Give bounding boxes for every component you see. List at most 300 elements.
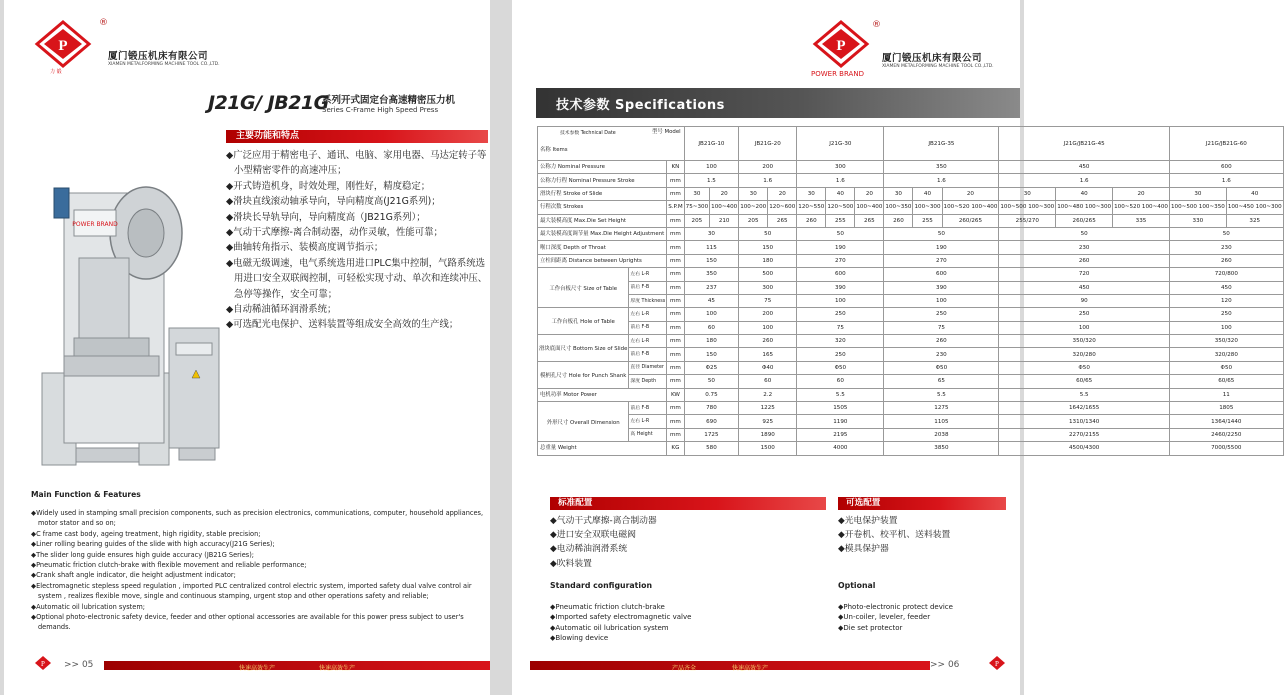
spec-row	[538, 227, 1284, 240]
spec-value: 150	[739, 241, 797, 254]
std-en-item: ◆Imported safety electromagnetic valve	[550, 613, 692, 622]
spec-value: 100~500 100~300	[999, 201, 1056, 214]
spec-group-label: 模柄孔尺寸 Hole for Punch Shank	[538, 361, 629, 388]
svg-text:P: P	[41, 660, 45, 668]
feature-cn-item: ◆广泛应用于精密电子、通讯、电脑、家用电器、马达定转子等小型精密零件的高速冲压；	[226, 150, 487, 177]
spec-value: 260	[739, 335, 797, 348]
spec-value: 100~500 100~350	[1169, 201, 1226, 214]
spec-value: 100	[684, 161, 739, 174]
spec-unit: mm	[667, 281, 684, 294]
spec-value: 270	[884, 254, 999, 267]
spec-value: 60/65	[1169, 375, 1283, 388]
spec-value: 100~520 100~400	[942, 201, 999, 214]
footer-logo-icon	[988, 655, 1006, 671]
spec-row	[538, 375, 1284, 388]
spec-row-label: 行程次数 Strokes	[538, 201, 667, 214]
spec-value: 20	[768, 187, 797, 200]
opt-en-item: ◆Photo-electronic protect device	[838, 603, 953, 611]
feature-en-item: ◆Pneumatic friction clutch-brake with flexible movement and reliable performance;	[31, 561, 307, 570]
footer-bar-right	[530, 661, 930, 670]
footer-logo-icon	[34, 655, 52, 671]
spec-value: 1.6	[999, 174, 1170, 187]
spec-value: 120~600	[768, 201, 797, 214]
spec-value: 1364/1440	[1169, 415, 1283, 428]
spec-unit: mm	[667, 415, 684, 428]
spec-value: 250	[797, 348, 884, 361]
spec-value: 115	[684, 241, 739, 254]
spec-value: 1.5	[684, 174, 739, 187]
spec-value: 2195	[797, 428, 884, 441]
spec-value: 350/320	[999, 335, 1170, 348]
standard-config-list-en	[550, 602, 691, 644]
features-list-en	[31, 508, 486, 633]
spec-row-label: 滑块行程 Stroke of Slide	[538, 187, 667, 200]
company-logo	[34, 20, 92, 72]
spec-sub-label: 左右 L-R	[629, 308, 667, 321]
company-name-cn: 厦门锻压机床有限公司	[882, 53, 983, 64]
spec-value: 350	[884, 161, 999, 174]
spec-group-label: 外形尺寸 Overall Dimension	[538, 402, 629, 442]
spec-value: 230	[884, 348, 999, 361]
spec-row	[538, 415, 1284, 428]
spec-value: 450	[999, 161, 1170, 174]
spec-value: 5.5	[797, 388, 884, 401]
spec-value: 230	[999, 241, 1170, 254]
spec-row	[538, 214, 1284, 227]
feature-cn-item: ◆滑块长导轨导向，导向精度高（JB21G系列）；	[226, 211, 426, 223]
spec-value: 2038	[884, 428, 999, 441]
standard-config-header-cn: 标准配置	[550, 497, 826, 510]
feature-en-item: ◆Widely used in stamping small precision components, such as precision electronics, communications, computer, household appliances, motor stator and so on;	[31, 509, 484, 528]
spec-value: 75	[739, 294, 797, 307]
spec-value: 120	[1169, 294, 1283, 307]
spec-value: 75~300	[684, 201, 709, 214]
spec-value: 5.5	[884, 388, 999, 401]
feature-en-item: ◆Optional photo-electronic safety device, feeder and other optional accessories are available for this power press subject to user's demands.	[31, 613, 464, 632]
feature-cn-item: ◆曲轴转角指示、装模高度调节指示；	[226, 242, 384, 254]
spec-group-label: 工作台板尺寸 Size of Table	[538, 268, 629, 308]
spec-value: 11	[1169, 388, 1283, 401]
spec-value: 265	[855, 214, 884, 227]
spec-value: 3850	[884, 442, 999, 455]
spec-value: Φ25	[684, 361, 739, 374]
spec-row	[538, 442, 1284, 455]
spec-value: 60/65	[999, 375, 1170, 388]
spec-value: 5.5	[999, 388, 1170, 401]
spec-sub-label: 前后 F-B	[629, 281, 667, 294]
spec-unit: KW	[667, 388, 684, 401]
corner-param: 技术参数 Technical Date	[560, 131, 616, 136]
spec-value: 205	[739, 214, 768, 227]
spec-value: 255/270	[999, 214, 1056, 227]
opt-cn-item: ◆模具保护器	[838, 544, 889, 555]
spec-unit: mm	[667, 375, 684, 388]
spec-value: 1310/1340	[999, 415, 1170, 428]
features-header-cn: 主要功能和特点	[226, 130, 488, 143]
std-cn-item: ◆气动干式摩擦-离合制动器	[550, 516, 657, 526]
brand-name: POWER BRAND	[811, 70, 864, 78]
spec-value: 450	[999, 281, 1170, 294]
spec-value: 210	[710, 214, 739, 227]
spec-row	[538, 321, 1284, 334]
spec-value: 270	[797, 254, 884, 267]
spec-value: 40	[1226, 187, 1283, 200]
spec-group-label: 滑块底面尺寸 Bottom Size of Slide	[538, 335, 629, 362]
model-title: J21G/ JB21G	[208, 92, 329, 114]
optional-config-header-cn: 可选配置	[838, 497, 1006, 510]
spec-value: 180	[684, 335, 739, 348]
spec-unit: KG	[667, 442, 684, 455]
features-list-cn	[226, 148, 488, 333]
spec-value: 1.6	[739, 174, 797, 187]
spec-row	[538, 361, 1284, 374]
spec-value: 100~400	[855, 201, 884, 214]
spec-value: 720	[999, 268, 1170, 281]
spec-value: 0.75	[684, 388, 739, 401]
spec-value: 100	[1169, 321, 1283, 334]
spec-unit: mm	[667, 268, 684, 281]
spec-value: 2270/2155	[999, 428, 1170, 441]
model-col: J21G/JB21G-60	[1169, 127, 1283, 161]
spec-value: 45	[684, 294, 739, 307]
spec-value: 65	[884, 375, 999, 388]
spec-value: 237	[684, 281, 739, 294]
spec-value: 265	[768, 214, 797, 227]
spec-value: 260	[797, 214, 826, 227]
spec-value: 300	[797, 161, 884, 174]
features-header-en: Main Function & Features	[31, 490, 141, 499]
feature-cn-item: ◆滑块直线滚动轴承导向，导向精度高(J21G系列)；	[226, 196, 441, 208]
opt-cn-item: ◆开卷机、校平机、送料装置	[838, 530, 951, 541]
spec-value: 230	[1169, 241, 1283, 254]
spec-value: 300	[739, 281, 797, 294]
spec-row	[538, 187, 1284, 200]
spec-value: 320/280	[999, 348, 1170, 361]
standard-config-header-en: Standard configuration	[550, 581, 652, 590]
company-name-en: XIAMEN METALFORMING MACHINE TOOL CO.,LTD.	[108, 62, 220, 67]
spec-value: 100~300	[913, 201, 942, 214]
spec-value: 1642/1655	[999, 402, 1170, 415]
spec-value: 100	[739, 321, 797, 334]
spec-unit: mm	[667, 361, 684, 374]
spec-row-label: 最大装模高度调节量 Max.Die Height Adjustment	[538, 227, 667, 240]
spec-row	[538, 241, 1284, 254]
spec-value: Φ50	[884, 361, 999, 374]
spec-value: 600	[797, 268, 884, 281]
spec-value: 50	[797, 227, 884, 240]
optional-config-header-en: Optional	[838, 581, 876, 590]
spec-sub-label: 前后 F-B	[629, 321, 667, 334]
spec-value: 20	[855, 187, 884, 200]
spec-value: 100	[797, 294, 884, 307]
spec-value: 1805	[1169, 402, 1283, 415]
spec-row	[538, 428, 1284, 441]
spec-value: 30	[999, 187, 1056, 200]
spec-sub-label: 前后 F-B	[629, 348, 667, 361]
spec-row	[538, 268, 1284, 281]
spec-value: 250	[797, 308, 884, 321]
spec-row-label: 电机功率 Motor Power	[538, 388, 667, 401]
feature-en-item: ◆C frame cast body, ageing treatment, high rigidity, stable precision;	[31, 529, 261, 538]
footer-caption-left-2: 快速高效生产	[319, 665, 356, 672]
spec-value: 205	[684, 214, 709, 227]
spec-row-label: 喉口深度 Depth of Throat	[538, 241, 667, 254]
press-machine-image	[34, 148, 224, 476]
spec-value: 350/320	[1169, 335, 1283, 348]
registered-mark: ®	[872, 20, 881, 30]
spec-value: 75	[797, 321, 884, 334]
model-col: JB21G-35	[884, 127, 999, 161]
opt-en-item: ◆Un-coiler, leveler, feeder	[838, 613, 931, 622]
std-cn-item: ◆进口安全双联电磁阀	[550, 530, 636, 541]
logo-mark-text: 力 锻	[50, 69, 62, 75]
spec-value: Φ40	[739, 361, 797, 374]
spec-value: 100~480 100~300	[1056, 201, 1113, 214]
spec-row	[538, 348, 1284, 361]
corner-name: 名称 Items	[540, 147, 568, 153]
spec-value: 30	[884, 187, 913, 200]
spec-value: 30	[684, 227, 739, 240]
spec-value: 50	[884, 227, 999, 240]
model-col: J21G/JB21G-45	[999, 127, 1170, 161]
spec-value: 1.6	[884, 174, 999, 187]
spec-value: 150	[684, 254, 739, 267]
opt-en-item: ◆Die set protector	[838, 623, 903, 632]
spec-value: 250	[999, 308, 1170, 321]
spec-value: 260	[999, 254, 1170, 267]
spec-value: 60	[739, 375, 797, 388]
spec-value: 40	[1056, 187, 1113, 200]
spec-value: 20	[710, 187, 739, 200]
spec-row	[538, 402, 1284, 415]
spec-value: Φ50	[999, 361, 1170, 374]
feature-cn-item: ◆自动稀油循环润滑系统；	[226, 304, 337, 316]
spec-value: 450	[1169, 281, 1283, 294]
optional-config-list-en	[838, 602, 953, 633]
spec-row-label: 总重量 Weight	[538, 442, 667, 455]
spec-table-body	[538, 161, 1284, 456]
spec-value: 1105	[884, 415, 999, 428]
spec-value: 780	[684, 402, 739, 415]
spec-sub-label: 左右 L-R	[629, 268, 667, 281]
spec-sub-label: 厚度 Thickness	[629, 294, 667, 307]
spec-value: 325	[1226, 214, 1283, 227]
spec-row	[538, 281, 1284, 294]
spec-value: 100~520 100~400	[1113, 201, 1170, 214]
spec-value: 925	[739, 415, 797, 428]
spec-value: 1190	[797, 415, 884, 428]
std-cn-item: ◆吹料装置	[550, 558, 592, 569]
spec-sub-label: 左右 L-R	[629, 415, 667, 428]
spec-value: 260	[1169, 254, 1283, 267]
spec-value: 190	[884, 241, 999, 254]
footer-caption-left-1: 快速高效生产	[239, 665, 276, 672]
model-col: JB21G-20	[739, 127, 797, 161]
spec-value: 1.6	[1169, 174, 1283, 187]
spec-unit: mm	[667, 321, 684, 334]
spec-value: 260/265	[1056, 214, 1113, 227]
spec-row-label: 公称力 Nominal Pressure	[538, 161, 667, 174]
feature-cn-item: ◆气动干式摩擦-离合制动器，动作灵敏，性能可靠；	[226, 227, 443, 239]
model-col: JB21G-10	[684, 127, 739, 161]
spec-value: 30	[1169, 187, 1226, 200]
spec-value: 335	[1113, 214, 1170, 227]
spec-value: 1505	[797, 402, 884, 415]
spec-value: 100~400	[710, 201, 739, 214]
page-number-right: >> 06	[930, 660, 960, 670]
spec-value: 1275	[884, 402, 999, 415]
spec-value: 2.2	[739, 388, 797, 401]
spec-table	[537, 126, 1284, 456]
company-name-cn: 厦门锻压机床有限公司	[108, 51, 209, 62]
spec-value: 100~350	[884, 201, 913, 214]
svg-text:P: P	[836, 38, 846, 54]
spec-unit: mm	[667, 227, 684, 240]
spec-unit: mm	[667, 402, 684, 415]
spec-unit: mm	[667, 174, 684, 187]
spec-value: 90	[999, 294, 1170, 307]
spec-row-label: 最大装模高度 Max.Die Set Height	[538, 214, 667, 227]
spec-unit: mm	[667, 428, 684, 441]
spec-unit: mm	[667, 254, 684, 267]
feature-en-item: ◆The slider long guide ensures high guide accuracy (JB21G Series);	[31, 550, 255, 559]
svg-text:P: P	[995, 660, 999, 668]
spec-value: 600	[1169, 161, 1283, 174]
spec-value: 100	[884, 294, 999, 307]
model-col: J21G-30	[797, 127, 884, 161]
spec-value: 30	[739, 187, 768, 200]
spec-row	[538, 201, 1284, 214]
spec-value: 7000/5500	[1169, 442, 1283, 455]
spec-value: 200	[739, 308, 797, 321]
page-number-left: >> 05	[64, 660, 94, 670]
spec-value: 320	[797, 335, 884, 348]
spec-value: Φ50	[797, 361, 884, 374]
feature-cn-item: ◆可选配光电保护、送料装置等组成安全高效的生产线；	[226, 319, 459, 331]
model-subtitle-cn: 系列开式固定台高速精密压力机	[322, 95, 456, 106]
spec-value: 1500	[739, 442, 797, 455]
spec-value: 580	[684, 442, 739, 455]
spec-value: 250	[1169, 308, 1283, 321]
spec-unit: mm	[667, 214, 684, 227]
optional-config-list-cn	[838, 514, 950, 557]
spec-value: 350	[684, 268, 739, 281]
corner-model: 型号 Model	[651, 129, 681, 135]
spec-unit: KN	[667, 161, 684, 174]
spec-value: 200	[739, 161, 797, 174]
spec-sub-label: 左右 L-R	[629, 335, 667, 348]
spec-sub-label: 前后 F-B	[629, 402, 667, 415]
company-name-en: XIAMEN METALFORMING MACHINE TOOL CO.,LTD.	[882, 64, 994, 69]
spec-value: 260	[884, 335, 999, 348]
spec-value: 255	[826, 214, 855, 227]
table-header-corner	[538, 127, 685, 161]
spec-value: 1890	[739, 428, 797, 441]
spec-value: 50	[739, 227, 797, 240]
spec-value: 100~450 100~300	[1226, 201, 1283, 214]
feature-en-item: ◆Electromagnetic stepless speed regulation , imported PLC centralized control electric system, imported safety dual valve control air system , realizes flexible move, single and continuous stamping, urgent stop and other operations safety and reliable;	[31, 581, 472, 601]
std-en-item: ◆Pneumatic friction clutch-brake	[550, 603, 665, 611]
spec-value: 120~550	[797, 201, 826, 214]
spec-row	[538, 294, 1284, 307]
spec-value: 60	[684, 321, 739, 334]
spec-value: 4500/4300	[999, 442, 1170, 455]
spec-row	[538, 335, 1284, 348]
spec-value: 190	[797, 241, 884, 254]
std-cn-item: ◆电动稀油润滑系统	[550, 544, 628, 555]
model-subtitle-en: Series C-Frame High Speed Press	[322, 106, 439, 114]
left-page	[4, 0, 490, 695]
spec-value: 2460/2250	[1169, 428, 1283, 441]
spec-value: 330	[1169, 214, 1226, 227]
spec-value: 1725	[684, 428, 739, 441]
spec-value: 690	[684, 415, 739, 428]
spec-value: 40	[826, 187, 855, 200]
spec-sub-label: 高 Height	[629, 428, 667, 441]
right-page	[512, 0, 1282, 695]
spec-value: 20	[1113, 187, 1170, 200]
feature-en-item: ◆Crank shaft angle indicator, die height adjustment indicator;	[31, 571, 236, 580]
spec-unit: mm	[667, 335, 684, 348]
spec-value: 180	[739, 254, 797, 267]
specifications-banner	[536, 88, 1020, 118]
spec-row	[538, 174, 1284, 187]
spec-value: 320/280	[1169, 348, 1283, 361]
spec-value: Φ50	[1169, 361, 1283, 374]
spec-sub-label: 深度 Depth	[629, 375, 667, 388]
spec-unit: S.P.M	[667, 201, 684, 214]
spec-row-label: 立柱间距离 Distance between Uprights	[538, 254, 667, 267]
opt-cn-item: ◆光电保护装置	[838, 516, 898, 526]
footer-caption-right-2: 快速高效生产	[732, 665, 769, 672]
spec-unit: mm	[667, 308, 684, 321]
std-en-item: ◆Blowing device	[550, 634, 609, 643]
spec-value: 40	[913, 187, 942, 200]
spec-value: 120~500	[826, 201, 855, 214]
spec-value: 75	[884, 321, 999, 334]
spec-row	[538, 254, 1284, 267]
spec-value: 20	[942, 187, 999, 200]
spec-row	[538, 308, 1284, 321]
spec-value: 165	[739, 348, 797, 361]
footer-caption-right-1: 产品齐全	[672, 665, 697, 672]
spec-value: 600	[884, 268, 999, 281]
spec-value: 50	[1169, 227, 1283, 240]
spec-value: 50	[999, 227, 1170, 240]
spec-value: 50	[684, 375, 739, 388]
spec-row	[538, 161, 1284, 174]
svg-text:POWER BRAND: POWER BRAND	[72, 221, 118, 228]
spec-value: 100~200	[739, 201, 768, 214]
feature-cn-item: ◆电磁无级调速，电气系统选用进口PLC集中控制，气路系统选用进口安全双联阀控制，可轻松实现寸动、单次和连续冲压、急停等操作，安全可靠；	[226, 257, 488, 300]
spec-unit: mm	[667, 187, 684, 200]
spec-row	[538, 388, 1284, 401]
spec-value: 30	[684, 187, 709, 200]
spec-unit: mm	[667, 348, 684, 361]
feature-cn-item: ◆开式铸造机身，时效处理，刚性好，精度稳定；	[226, 180, 431, 192]
company-logo	[812, 20, 870, 72]
feature-en-item: ◆Liner rolling bearing guides of the slide with high accuracy(J21G Series);	[31, 540, 275, 549]
spec-value: 260	[884, 214, 913, 227]
spec-value: 720/800	[1169, 268, 1283, 281]
spec-value: 60	[797, 375, 884, 388]
spec-value: 4000	[797, 442, 884, 455]
registered-mark: ®	[99, 18, 108, 28]
svg-text:P: P	[58, 38, 68, 54]
spec-group-label: 工作台板孔 Hole of Table	[538, 308, 629, 335]
spec-value: 250	[884, 308, 999, 321]
spec-value: 255	[913, 214, 942, 227]
